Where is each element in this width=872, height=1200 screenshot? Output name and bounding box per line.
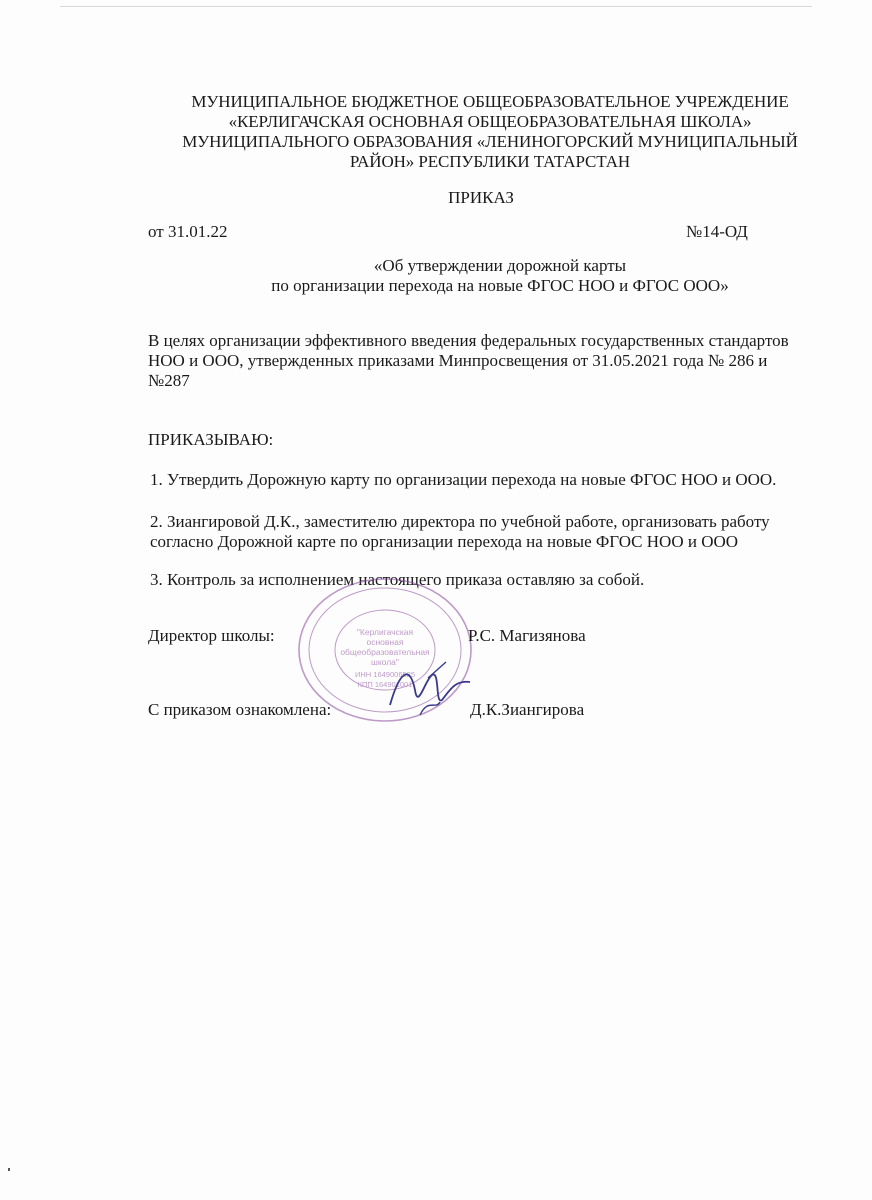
order-number: №14-ОД (686, 222, 748, 241)
subject-line: по организации перехода на новые ФГОС НОО и ФГОС ООО» (271, 276, 729, 295)
stamp-text: школа" (371, 657, 399, 667)
scan-speck (8, 1168, 10, 1171)
subject-line: «Об утверждении дорожной карты (373, 256, 627, 275)
scan-edge-line (60, 6, 812, 7)
handwritten-signature (380, 660, 480, 720)
header-line: «КЕРЛИГАЧСКАЯ ОСНОВНАЯ ОБЩЕОБРАЗОВАТЕЛЬНАЯ ШКОЛА» (228, 112, 752, 131)
order-item-line: согласно Дорожной карте по организации перехода на новые ФГОС НОО и ООО (150, 532, 739, 551)
order-item-3: 3. Контроль за исполнением настоящего приказа оставляю за собой. (150, 570, 645, 589)
stamp-text: общеобразовательная (340, 647, 430, 657)
director-name: Р.С. Магизянова (468, 626, 586, 645)
header-line: МУНИЦИПАЛЬНОГО ОБРАЗОВАНИЯ «ЛЕНИНОГОРСКИЙ МУНИЦИПАЛЬНЫЙ (182, 132, 798, 151)
order-word: ПРИКАЗЫВАЮ: (148, 430, 274, 449)
order-subject (120, 256, 872, 296)
stamp-text: основная (366, 637, 404, 647)
order-item-1: 1. Утвердить Дорожную карту по организации перехода на новые ФГОС НОО и ООО. (150, 470, 777, 489)
order-date: от 31.01.22 (148, 222, 228, 241)
stamp-text: "Керлигачская (356, 627, 414, 637)
stamp-inn: ИНН 1649006525 (354, 670, 416, 679)
preamble-line: В целях организации эффективного введения федеральных государственных стандартов (148, 331, 789, 350)
stamp-kpp: КПП 164901001 (357, 680, 413, 689)
order-item-2 (150, 512, 770, 552)
director-label: Директор школы: (148, 626, 275, 645)
preamble-line: №287 (148, 371, 190, 390)
header-line: РАЙОН» РЕСПУБЛИКИ ТАТАРСТАН (349, 152, 631, 171)
order-item-line: 2. Зиангировой Д.К., заместителю директора по учебной работе, организовать работу (150, 512, 770, 531)
preamble (148, 331, 838, 391)
preamble-line: НОО и ООО, утвержденных приказами Минпросвещения от 31.05.2021 года № 286 и (148, 351, 768, 370)
acknowledged-name: Д.К.Зиангирова (470, 700, 585, 719)
document-title: ПРИКАЗ (448, 188, 514, 207)
acknowledgement-label: С приказом ознакомлена: (148, 700, 332, 719)
institution-header (120, 92, 860, 172)
header-line: МУНИЦИПАЛЬНОЕ БЮДЖЕТНОЕ ОБЩЕОБРАЗОВАТЕЛЬНОЕ УЧРЕЖДЕНИЕ (191, 92, 789, 111)
